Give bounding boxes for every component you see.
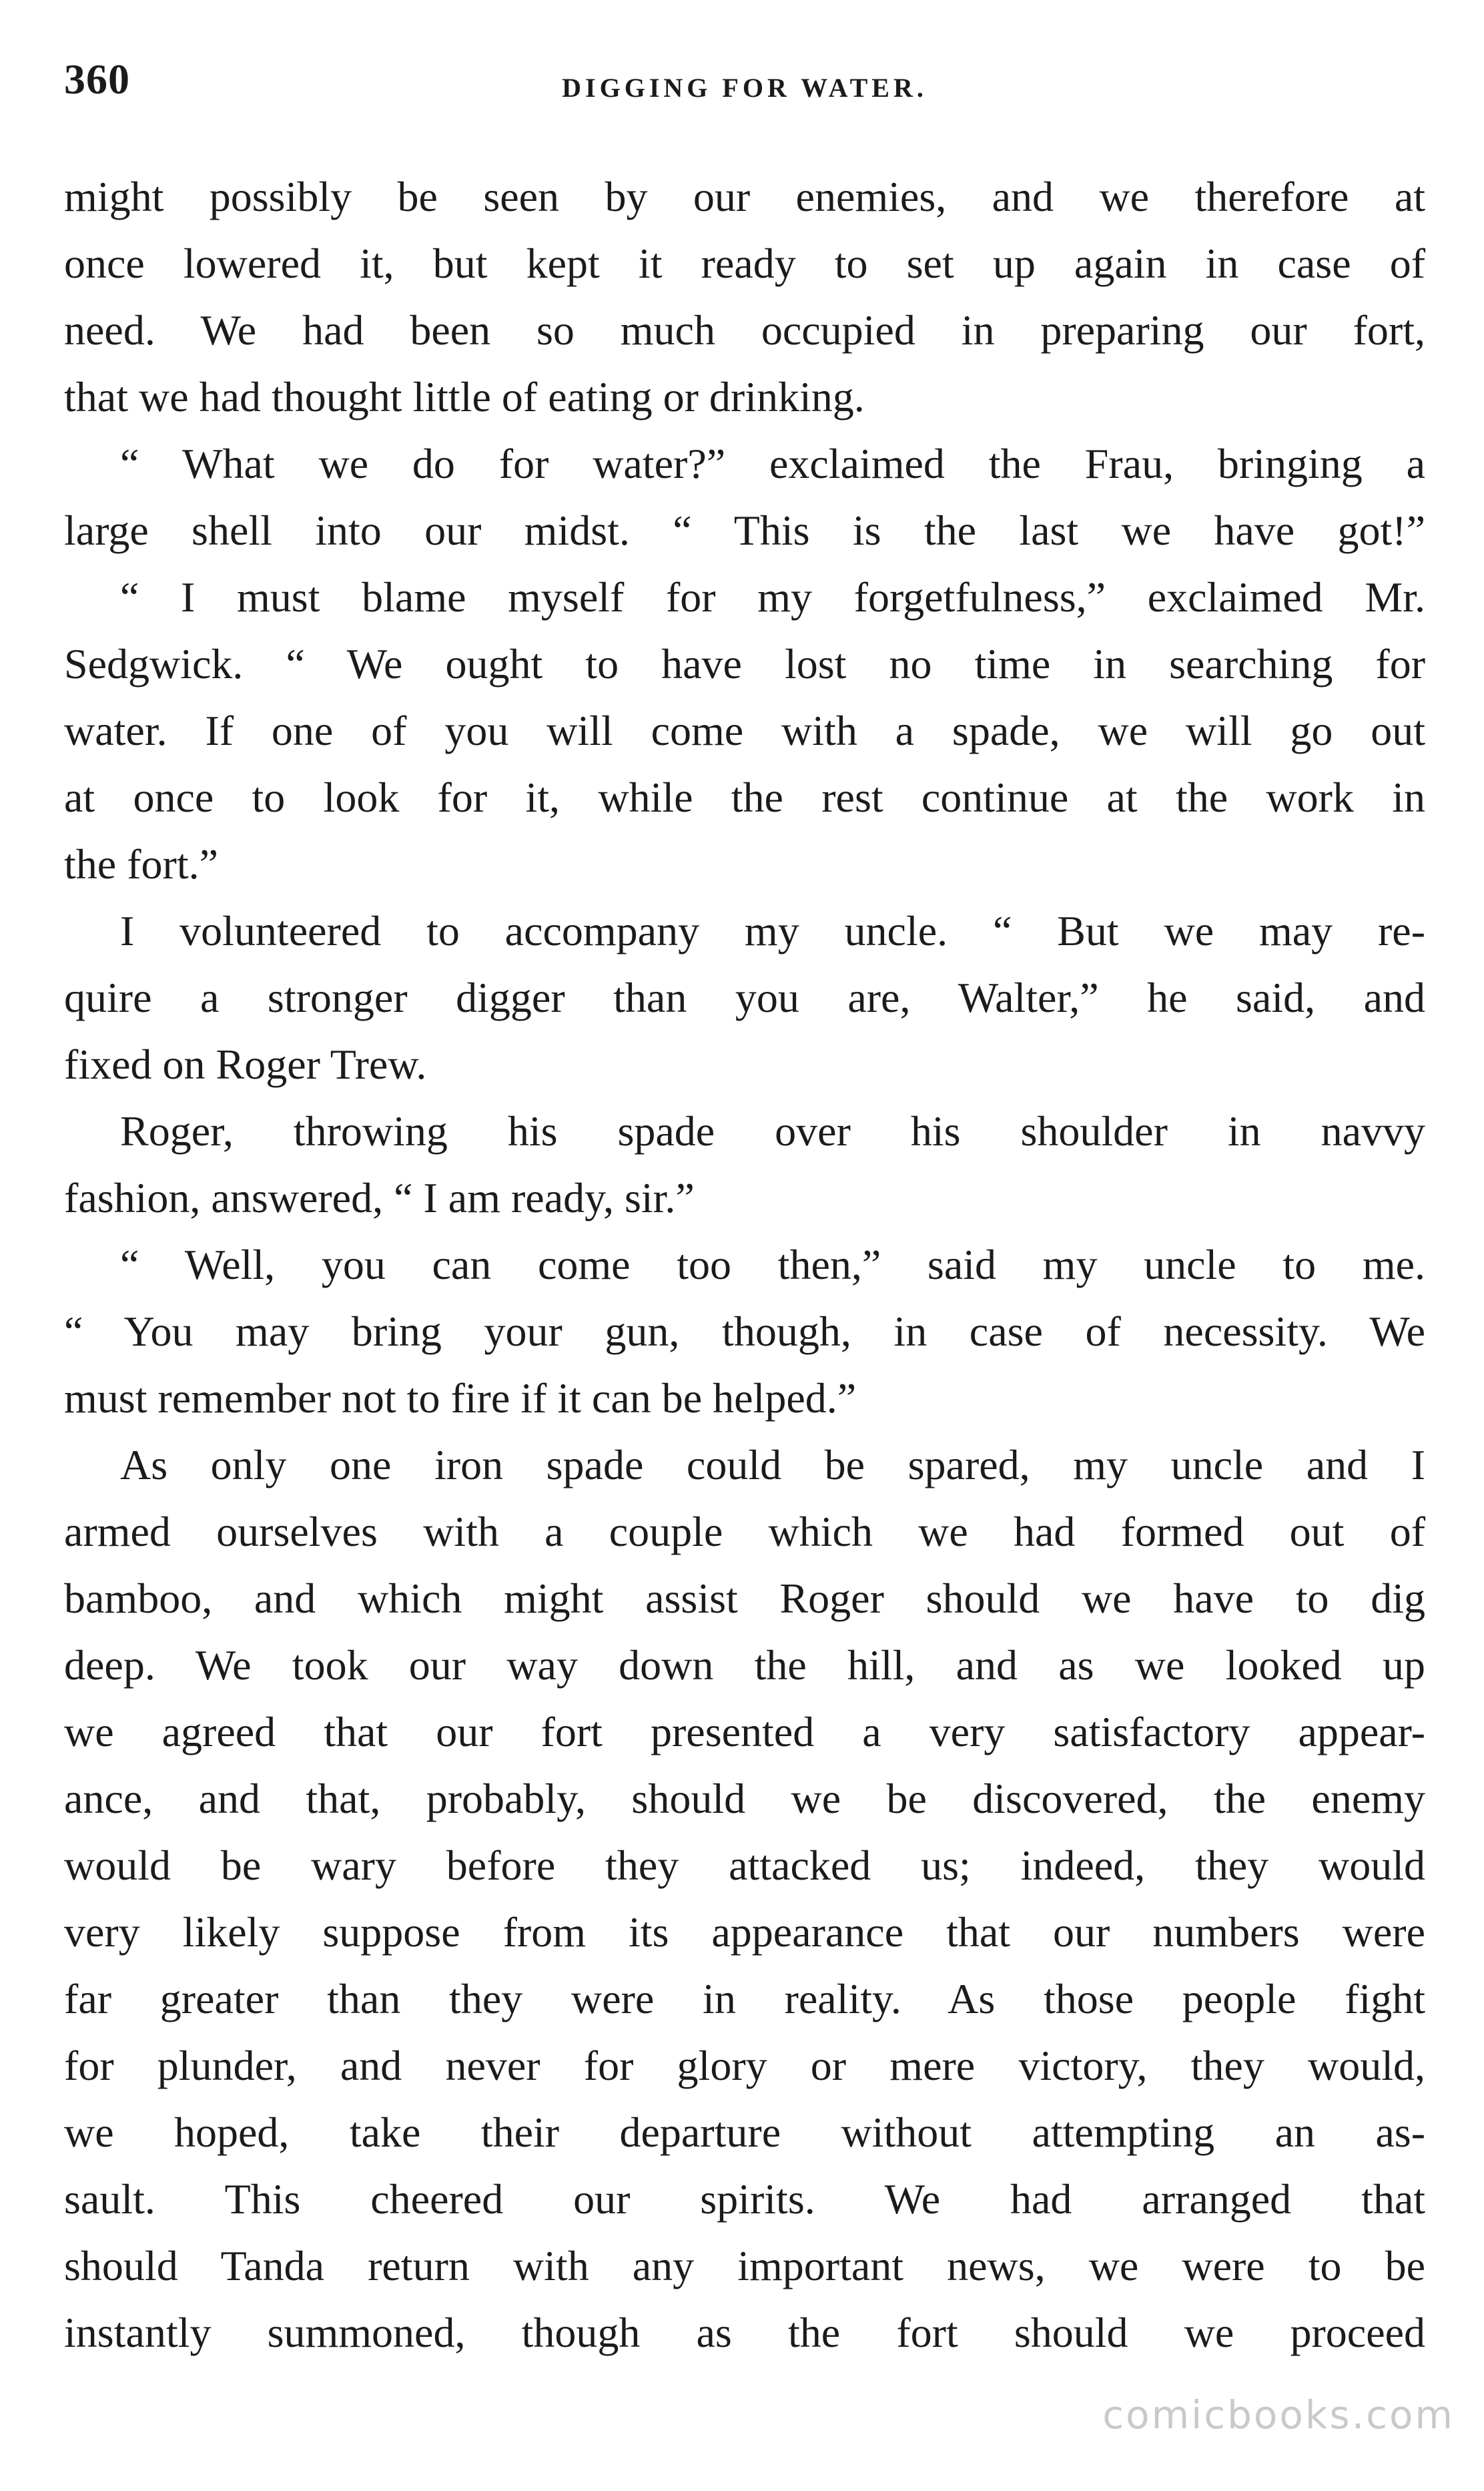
text-line: sault. This cheered our spirits. We had arranged that xyxy=(64,2175,1425,2223)
text-line: bamboo, and which might assist Roger should we have to dig xyxy=(64,1575,1425,1622)
text-line: I volunteered to accompany my uncle. “ But we may re- xyxy=(120,907,1425,954)
watermark: comicbooks.com xyxy=(1102,2392,1455,2438)
text-line: at once to look for it, while the rest continue at the work in xyxy=(64,774,1425,821)
text-line: the fort.” xyxy=(64,840,218,888)
page-header xyxy=(64,55,1425,128)
text-line: ance, and that, probably, should we be discovered, the enemy xyxy=(64,1775,1425,1822)
text-line: we hoped, take their departure without attempting an as- xyxy=(64,2109,1425,2156)
text-line: fashion, answered, “ I am ready, sir.” xyxy=(64,1174,695,1221)
text-line: that we had thought little of eating or drinking. xyxy=(64,373,865,421)
text-line: very likely suppose from its appearance that our numbers were xyxy=(64,1908,1425,1956)
text-line: water. If one of you will come with a spade, we will go out xyxy=(64,707,1425,754)
text-line: for plunder, and never for glory or mere victory, they would, xyxy=(64,2042,1425,2089)
page-number: 360 xyxy=(64,55,130,103)
text-line: Roger, throwing his spade over his shoulder in navvy xyxy=(120,1107,1425,1155)
text-line: Sedgwick. “ We ought to have lost no time in searching for xyxy=(64,640,1425,687)
text-line: must remember not to fire if it can be helped.” xyxy=(64,1374,857,1422)
text-line: As only one iron spade could be spared, my uncle and I xyxy=(120,1441,1425,1488)
body-text xyxy=(64,164,1425,2366)
text-line: fixed on Roger Trew. xyxy=(64,1041,427,1088)
text-line: quire a stronger digger than you are, Walter,” he said, and xyxy=(64,974,1425,1021)
running-head: DIGGING FOR WATER. xyxy=(562,73,928,103)
text-line: would be wary before they attacked us; indeed, they would xyxy=(64,1842,1425,1889)
text-line: once lowered it, but kept it ready to set up again in case of xyxy=(64,240,1425,287)
text-line: “ You may bring your gun, though, in case of necessity. We xyxy=(64,1308,1425,1355)
text-line: we agreed that our fort presented a very satisfactory appear- xyxy=(64,1708,1425,1755)
text-line: need. We had been so much occupied in preparing our fort, xyxy=(64,306,1425,354)
text-line: deep. We took our way down the hill, and as we looked up xyxy=(64,1641,1425,1689)
text-line: “ What we do for water?” exclaimed the Frau, bringing a xyxy=(120,440,1425,487)
text-line: armed ourselves with a couple which we had formed out of xyxy=(64,1508,1425,1555)
text-line: might possibly be seen by our enemies, and we therefore at xyxy=(64,173,1425,220)
text-line: instantly summoned, though as the fort should we proceed xyxy=(64,2309,1425,2356)
text-line: large shell into our midst. “ This is the last we have got!” xyxy=(64,507,1425,554)
text-line: should Tanda return with any important news, we were to be xyxy=(64,2242,1425,2289)
text-line: “ I must blame myself for my forgetfulness,” exclaimed Mr. xyxy=(120,573,1425,621)
text-line: “ Well, you can come too then,” said my uncle to me. xyxy=(120,1241,1425,1288)
text-line: far greater than they were in reality. As those people fight xyxy=(64,1975,1425,2022)
